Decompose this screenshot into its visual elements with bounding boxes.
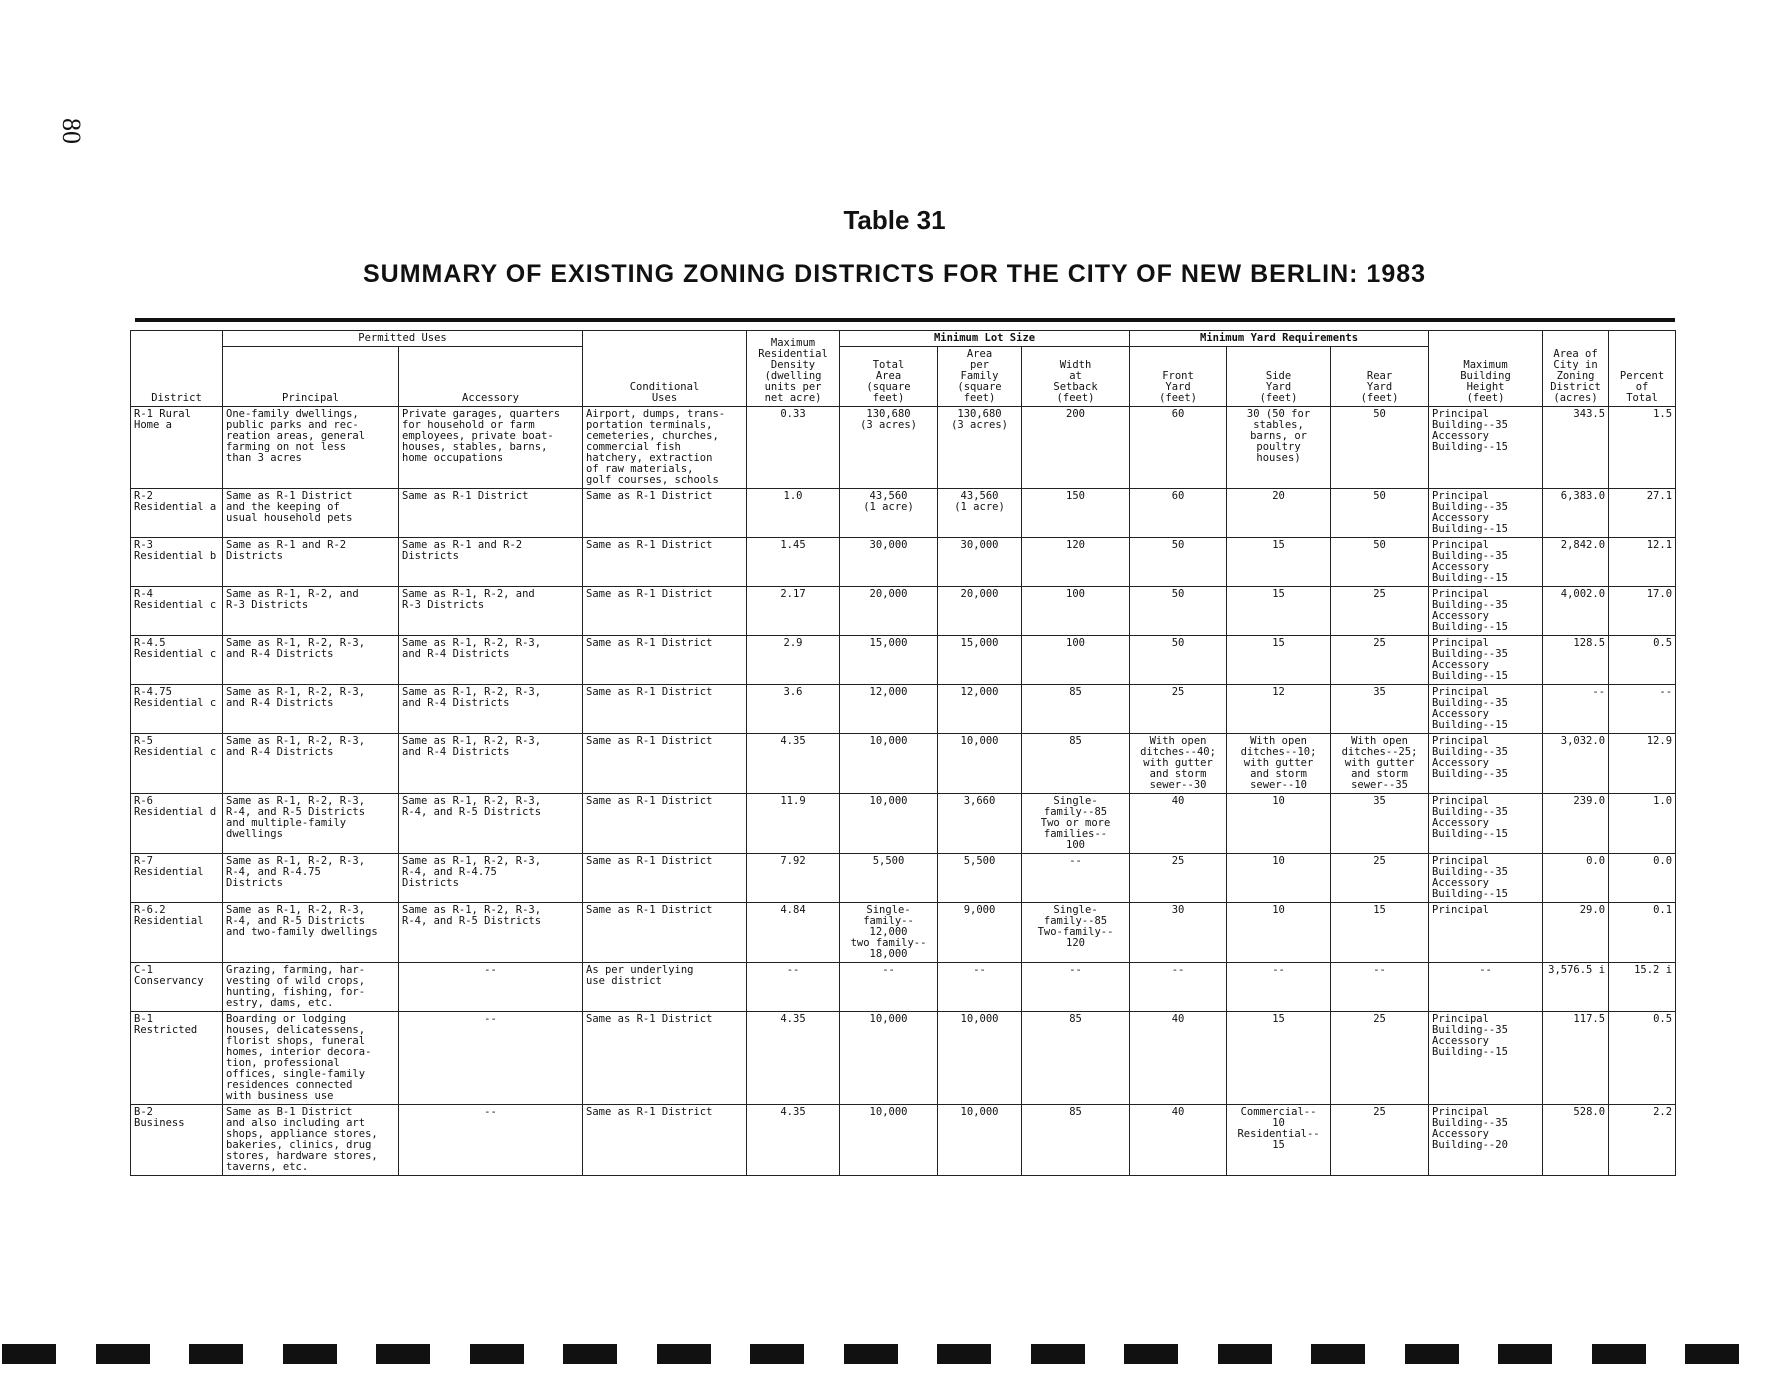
header-width: Width at Setback (feet) <box>1022 347 1130 407</box>
cell-side: 10 <box>1227 794 1331 854</box>
cell-per-family: 20,000 <box>938 587 1022 636</box>
header-area-per-family: Area per Family (square feet) <box>938 347 1022 407</box>
cell-side: 20 <box>1227 489 1331 538</box>
cell-width: -- <box>1022 854 1130 903</box>
footer-bar <box>1498 1344 1552 1364</box>
cell-front: 30 <box>1130 903 1227 963</box>
header-district: District <box>131 331 223 407</box>
cell-total: 30,000 <box>840 538 938 587</box>
footer-bar <box>750 1344 804 1364</box>
header-building-height: Maximum Building Height (feet) <box>1429 331 1543 407</box>
cell-accessory: Same as R-1, R-2, R-3, R-4, and R-5 Districts <box>399 903 583 963</box>
cell-front: 25 <box>1130 685 1227 734</box>
header-side-yard: Side Yard (feet) <box>1227 347 1331 407</box>
cell-rear: 25 <box>1331 587 1429 636</box>
table-row <box>131 854 1676 903</box>
cell-area: 239.0 <box>1543 794 1609 854</box>
cell-area: 128.5 <box>1543 636 1609 685</box>
cell-district: R-3 Residential b <box>131 538 223 587</box>
cell-density: 11.9 <box>747 794 840 854</box>
cell-side: 15 <box>1227 1012 1331 1105</box>
table-row <box>131 407 1676 489</box>
cell-width: Single- family--85 Two or more families-- 100 <box>1022 794 1130 854</box>
cell-width: 120 <box>1022 538 1130 587</box>
cell-percent: 2.2 <box>1609 1105 1676 1176</box>
header-density: Maximum Residential Density (dwelling units per net acre) <box>747 331 840 407</box>
cell-height: Principal <box>1429 903 1543 963</box>
cell-principal: Grazing, farming, har- vesting of wild crops, hunting, fishing, for- estry, dams, etc. <box>223 963 399 1012</box>
footer-bar <box>1124 1344 1178 1364</box>
cell-width: -- <box>1022 963 1130 1012</box>
cell-rear: 25 <box>1331 1105 1429 1176</box>
cell-height: Principal Building--35 Accessory Building--15 <box>1429 538 1543 587</box>
cell-principal: Same as R-1 District and the keeping of usual household pets <box>223 489 399 538</box>
cell-front: 50 <box>1130 636 1227 685</box>
cell-height: Principal Building--35 Accessory Building--15 <box>1429 587 1543 636</box>
footer-bar <box>937 1344 991 1364</box>
footer-bar <box>1031 1344 1085 1364</box>
cell-principal: One-family dwellings, public parks and rec- reation areas, general farming on not less than 3 acres <box>223 407 399 489</box>
cell-density: 2.9 <box>747 636 840 685</box>
header-conditional-uses: Conditional Uses <box>583 331 747 407</box>
cell-conditional: Airport, dumps, trans- portation terminals, cemeteries, churches, commercial fish hatchery, extraction of raw materials, golf courses, schools <box>583 407 747 489</box>
footer-bar <box>96 1344 150 1364</box>
cell-width: 100 <box>1022 636 1130 685</box>
cell-percent: 1.5 <box>1609 407 1676 489</box>
cell-principal: Boarding or lodging houses, delicatessens, florist shops, funeral homes, interior decora- tion, professional offices, single-family residences connected with business use <box>223 1012 399 1105</box>
cell-conditional: Same as R-1 District <box>583 854 747 903</box>
cell-principal: Same as R-1, R-2, R-3, R-4, and R-5 Districts and multiple-family dwellings <box>223 794 399 854</box>
footer-bar <box>1405 1344 1459 1364</box>
cell-height: -- <box>1429 963 1543 1012</box>
cell-rear: 15 <box>1331 903 1429 963</box>
cell-rear: 50 <box>1331 407 1429 489</box>
footer-bar <box>189 1344 243 1364</box>
title-rule <box>135 318 1675 322</box>
footer-bar <box>1685 1344 1739 1364</box>
cell-rear: 50 <box>1331 489 1429 538</box>
cell-principal: Same as R-1, R-2, R-3, and R-4 Districts <box>223 685 399 734</box>
cell-per-family: 10,000 <box>938 734 1022 794</box>
cell-rear: 25 <box>1331 1012 1429 1105</box>
cell-per-family: 9,000 <box>938 903 1022 963</box>
cell-per-family: 10,000 <box>938 1012 1022 1105</box>
cell-total: 5,500 <box>840 854 938 903</box>
cell-district: B-1 Restricted <box>131 1012 223 1105</box>
cell-height: Principal Building--35 Accessory Building--15 <box>1429 685 1543 734</box>
cell-accessory: -- <box>399 963 583 1012</box>
cell-accessory: Same as R-1, R-2, R-3, and R-4 Districts <box>399 685 583 734</box>
cell-district: R-4 Residential c <box>131 587 223 636</box>
cell-area: 343.5 <box>1543 407 1609 489</box>
table-row <box>131 794 1676 854</box>
cell-width: 85 <box>1022 1105 1130 1176</box>
table-row <box>131 734 1676 794</box>
cell-width: 150 <box>1022 489 1130 538</box>
cell-density: 4.35 <box>747 1105 840 1176</box>
footer-bar <box>470 1344 524 1364</box>
cell-width: Single- family--85 Two-family-- 120 <box>1022 903 1130 963</box>
cell-rear: 35 <box>1331 685 1429 734</box>
cell-width: 85 <box>1022 685 1130 734</box>
cell-total: 10,000 <box>840 1012 938 1105</box>
table-row <box>131 587 1676 636</box>
cell-district: C-1 Conservancy <box>131 963 223 1012</box>
cell-percent: 1.0 <box>1609 794 1676 854</box>
cell-accessory: Same as R-1, R-2, R-3, and R-4 Districts <box>399 734 583 794</box>
cell-principal: Same as R-1, R-2, and R-3 Districts <box>223 587 399 636</box>
cell-density: 1.0 <box>747 489 840 538</box>
footer-bar <box>844 1344 898 1364</box>
table-body <box>131 407 1676 1176</box>
cell-front: 40 <box>1130 1105 1227 1176</box>
cell-percent: 27.1 <box>1609 489 1676 538</box>
footer-bar <box>1311 1344 1365 1364</box>
cell-district: R-5 Residential c <box>131 734 223 794</box>
cell-per-family: 130,680 (3 acres) <box>938 407 1022 489</box>
header-permitted-uses: Permitted Uses <box>223 331 583 347</box>
cell-accessory: -- <box>399 1012 583 1105</box>
table-row <box>131 636 1676 685</box>
cell-density: 2.17 <box>747 587 840 636</box>
header-rear-yard: Rear Yard (feet) <box>1331 347 1429 407</box>
cell-density: -- <box>747 963 840 1012</box>
cell-front: 40 <box>1130 794 1227 854</box>
cell-total: 130,680 (3 acres) <box>840 407 938 489</box>
cell-side: 10 <box>1227 903 1331 963</box>
header-accessory: Accessory <box>399 347 583 407</box>
header-percent: Percent of Total <box>1609 331 1676 407</box>
cell-conditional: Same as R-1 District <box>583 685 747 734</box>
cell-density: 0.33 <box>747 407 840 489</box>
cell-percent: 15.2 i <box>1609 963 1676 1012</box>
cell-width: 85 <box>1022 1012 1130 1105</box>
header-min-lot-size: Minimum Lot Size <box>840 331 1130 347</box>
cell-height: Principal Building--35 Accessory Building--15 <box>1429 489 1543 538</box>
cell-side: 15 <box>1227 538 1331 587</box>
cell-rear: 35 <box>1331 794 1429 854</box>
cell-conditional: As per underlying use district <box>583 963 747 1012</box>
cell-height: Principal Building--35 Accessory Building--35 <box>1429 734 1543 794</box>
cell-principal: Same as R-1 and R-2 Districts <box>223 538 399 587</box>
cell-district: R-1 Rural Home a <box>131 407 223 489</box>
cell-conditional: Same as R-1 District <box>583 489 747 538</box>
cell-density: 4.35 <box>747 734 840 794</box>
cell-total: 10,000 <box>840 794 938 854</box>
cell-total: 15,000 <box>840 636 938 685</box>
cell-rear: With open ditches--25; with gutter and storm sewer--35 <box>1331 734 1429 794</box>
cell-side: Commercial-- 10 Residential-- 15 <box>1227 1105 1331 1176</box>
footer-bar <box>376 1344 430 1364</box>
cell-density: 4.84 <box>747 903 840 963</box>
cell-conditional: Same as R-1 District <box>583 538 747 587</box>
cell-density: 7.92 <box>747 854 840 903</box>
cell-percent: 12.9 <box>1609 734 1676 794</box>
cell-accessory: Private garages, quarters for household or farm employees, private boat- houses, stables, barns, home occupations <box>399 407 583 489</box>
cell-density: 4.35 <box>747 1012 840 1105</box>
cell-height: Principal Building--35 Accessory Building--15 <box>1429 636 1543 685</box>
cell-conditional: Same as R-1 District <box>583 587 747 636</box>
cell-per-family: 10,000 <box>938 1105 1022 1176</box>
header-front-yard: Front Yard (feet) <box>1130 347 1227 407</box>
cell-accessory: Same as R-1, R-2, R-3, R-4, and R-4.75 Districts <box>399 854 583 903</box>
cell-accessory: Same as R-1 District <box>399 489 583 538</box>
cell-accessory: Same as R-1, R-2, R-3, and R-4 Districts <box>399 636 583 685</box>
cell-rear: 50 <box>1331 538 1429 587</box>
cell-area: 4,002.0 <box>1543 587 1609 636</box>
cell-per-family: 3,660 <box>938 794 1022 854</box>
table-row <box>131 903 1676 963</box>
cell-per-family: 5,500 <box>938 854 1022 903</box>
cell-side: 12 <box>1227 685 1331 734</box>
table-row <box>131 489 1676 538</box>
cell-per-family: 15,000 <box>938 636 1022 685</box>
cell-conditional: Same as R-1 District <box>583 794 747 854</box>
table-row <box>131 1105 1676 1176</box>
cell-accessory: Same as R-1 and R-2 Districts <box>399 538 583 587</box>
cell-height: Principal Building--35 Accessory Building--15 <box>1429 794 1543 854</box>
cell-percent: 17.0 <box>1609 587 1676 636</box>
cell-principal: Same as R-1, R-2, R-3, and R-4 Districts <box>223 734 399 794</box>
table-row <box>131 685 1676 734</box>
cell-area: 29.0 <box>1543 903 1609 963</box>
cell-percent: 0.0 <box>1609 854 1676 903</box>
cell-front: 50 <box>1130 587 1227 636</box>
header-total-area: Total Area (square feet) <box>840 347 938 407</box>
footer-bar <box>563 1344 617 1364</box>
cell-front: -- <box>1130 963 1227 1012</box>
cell-conditional: Same as R-1 District <box>583 734 747 794</box>
footer-bar <box>1592 1344 1646 1364</box>
cell-rear: 25 <box>1331 854 1429 903</box>
footer-bar <box>2 1344 56 1364</box>
cell-side: 15 <box>1227 587 1331 636</box>
cell-district: R-4.5 Residential c <box>131 636 223 685</box>
table-row <box>131 538 1676 587</box>
cell-total: 10,000 <box>840 734 938 794</box>
cell-total: 43,560 (1 acre) <box>840 489 938 538</box>
cell-width: 85 <box>1022 734 1130 794</box>
cell-area: 3,032.0 <box>1543 734 1609 794</box>
cell-principal: Same as R-1, R-2, R-3, R-4, and R-5 Districts and two-family dwellings <box>223 903 399 963</box>
cell-district: R-6 Residential d <box>131 794 223 854</box>
cell-per-family: 12,000 <box>938 685 1022 734</box>
cell-per-family: 43,560 (1 acre) <box>938 489 1022 538</box>
cell-conditional: Same as R-1 District <box>583 636 747 685</box>
cell-front: 50 <box>1130 538 1227 587</box>
cell-side: -- <box>1227 963 1331 1012</box>
cell-percent: 0.1 <box>1609 903 1676 963</box>
cell-district: R-7 Residential <box>131 854 223 903</box>
cell-front: 60 <box>1130 489 1227 538</box>
cell-district: R-6.2 Residential <box>131 903 223 963</box>
cell-accessory: -- <box>399 1105 583 1176</box>
footer-bar <box>657 1344 711 1364</box>
cell-conditional: Same as R-1 District <box>583 1105 747 1176</box>
cell-area: 3,576.5 i <box>1543 963 1609 1012</box>
cell-percent: 0.5 <box>1609 1012 1676 1105</box>
cell-percent: 12.1 <box>1609 538 1676 587</box>
cell-rear: 25 <box>1331 636 1429 685</box>
cell-front: 25 <box>1130 854 1227 903</box>
cell-density: 1.45 <box>747 538 840 587</box>
cell-side: 10 <box>1227 854 1331 903</box>
cell-accessory: Same as R-1, R-2, R-3, R-4, and R-5 Districts <box>399 794 583 854</box>
cell-accessory: Same as R-1, R-2, and R-3 Districts <box>399 587 583 636</box>
cell-principal: Same as R-1, R-2, R-3, and R-4 Districts <box>223 636 399 685</box>
cell-front: 40 <box>1130 1012 1227 1105</box>
cell-rear: -- <box>1331 963 1429 1012</box>
cell-total: 10,000 <box>840 1105 938 1176</box>
cell-total: 12,000 <box>840 685 938 734</box>
header-area-of-city: Area of City in Zoning District (acres) <box>1543 331 1609 407</box>
cell-area: 0.0 <box>1543 854 1609 903</box>
cell-total: -- <box>840 963 938 1012</box>
header-principal: Principal <box>223 347 399 407</box>
cell-total: Single- family-- 12,000 two family-- 18,000 <box>840 903 938 963</box>
cell-district: R-4.75 Residential c <box>131 685 223 734</box>
header-min-yard: Minimum Yard Requirements <box>1130 331 1429 347</box>
cell-side: 15 <box>1227 636 1331 685</box>
footer-bar <box>1218 1344 1272 1364</box>
cell-height: Principal Building--35 Accessory Building--15 <box>1429 1012 1543 1105</box>
cell-area: 528.0 <box>1543 1105 1609 1176</box>
table-subtitle: SUMMARY OF EXISTING ZONING DISTRICTS FOR THE CITY OF NEW BERLIN: 1983 <box>362 260 1427 288</box>
cell-percent: 0.5 <box>1609 636 1676 685</box>
cell-width: 200 <box>1022 407 1130 489</box>
page-number: 80 <box>57 118 86 144</box>
cell-district: B-2 Business <box>131 1105 223 1176</box>
cell-percent: -- <box>1609 685 1676 734</box>
cell-principal: Same as B-1 District and also including art shops, appliance stores, bakeries, clinics, drug stores, hardware stores, taverns, etc. <box>223 1105 399 1176</box>
cell-conditional: Same as R-1 District <box>583 903 747 963</box>
cell-height: Principal Building--35 Accessory Building--15 <box>1429 407 1543 489</box>
table-row <box>131 963 1676 1012</box>
cell-height: Principal Building--35 Accessory Building--15 <box>1429 854 1543 903</box>
cell-district: R-2 Residential a <box>131 489 223 538</box>
cell-per-family: -- <box>938 963 1022 1012</box>
cell-height: Principal Building--35 Accessory Building--20 <box>1429 1105 1543 1176</box>
cell-area: 117.5 <box>1543 1012 1609 1105</box>
cell-total: 20,000 <box>840 587 938 636</box>
cell-side: With open ditches--10; with gutter and storm sewer--10 <box>1227 734 1331 794</box>
cell-front: 60 <box>1130 407 1227 489</box>
cell-front: With open ditches--40; with gutter and storm sewer--30 <box>1130 734 1227 794</box>
table-title: Table 31 <box>843 205 946 235</box>
footer-bar <box>283 1344 337 1364</box>
cell-conditional: Same as R-1 District <box>583 1012 747 1105</box>
footer-bar-strip <box>0 1344 1789 1366</box>
cell-area: 2,842.0 <box>1543 538 1609 587</box>
cell-area: 6,383.0 <box>1543 489 1609 538</box>
cell-density: 3.6 <box>747 685 840 734</box>
cell-per-family: 30,000 <box>938 538 1022 587</box>
zoning-table <box>130 330 1676 1176</box>
cell-width: 100 <box>1022 587 1130 636</box>
cell-side: 30 (50 for stables, barns, or poultry houses) <box>1227 407 1331 489</box>
cell-principal: Same as R-1, R-2, R-3, R-4, and R-4.75 Districts <box>223 854 399 903</box>
cell-area: -- <box>1543 685 1609 734</box>
table-row <box>131 1012 1676 1105</box>
